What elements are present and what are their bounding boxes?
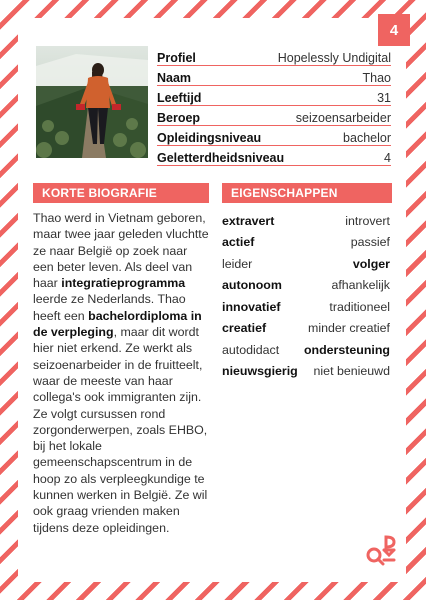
profile-value: seizoensarbeider: [295, 111, 391, 125]
trait-left: creatief: [222, 321, 267, 336]
traits-heading: EIGENSCHAPPEN: [222, 183, 392, 203]
profile-label: Naam: [157, 71, 192, 85]
profile-value: Thao: [362, 71, 391, 85]
trait-left: leider: [222, 256, 253, 271]
bio-part: Thao werd in Vietnam geboren, maar twee jaar geleden vluchtte ze naar België op zoek naar een beter leven. Als deel van haar: [33, 211, 209, 291]
profile-value: 4: [384, 151, 391, 165]
profile-value: Hopelessly Undigital: [277, 51, 391, 65]
profile-row: [157, 66, 391, 86]
profile-label: Leeftijd: [157, 91, 202, 105]
persona-photo: [36, 46, 148, 158]
profile-value: 31: [377, 91, 391, 105]
trait-right: ondersteuning: [303, 342, 390, 357]
trait-right: traditioneel: [329, 299, 390, 314]
trait-row: [222, 339, 390, 361]
trait-left: innovatief: [222, 299, 281, 314]
trait-row: [222, 361, 390, 383]
trait-left: actief: [222, 235, 255, 250]
profile-row: [157, 126, 391, 146]
trait-left: autonoom: [222, 278, 282, 293]
profile-table: [157, 46, 391, 166]
profile-row: [157, 86, 391, 106]
trait-right: passief: [350, 235, 390, 250]
trait-left: nieuwsgierig: [222, 364, 298, 379]
trait-right: introvert: [345, 213, 390, 228]
trait-left: extravert: [222, 213, 275, 228]
trait-row: [222, 296, 390, 318]
profile-label: Geletterdheidsniveau: [157, 151, 285, 165]
trait-row: [222, 275, 390, 297]
trait-row: [222, 210, 390, 232]
biography-text: [33, 210, 209, 536]
profile-row: [157, 46, 391, 66]
bio-highlight: integratieprogramma: [61, 276, 186, 291]
trait-row: [222, 253, 390, 275]
trait-right: afhankelijk: [331, 278, 390, 293]
trait-right: minder creatief: [308, 321, 390, 336]
bio-highlight: bachelordiploma in de verpleging: [33, 308, 202, 340]
profile-label: Profiel: [157, 51, 196, 65]
dmq-logo: [364, 534, 398, 568]
profile-label: Beroep: [157, 111, 201, 125]
traits-list: [222, 210, 390, 382]
trait-row: [222, 232, 390, 254]
trait-row: [222, 318, 390, 340]
page-number-badge: 4: [378, 14, 410, 46]
profile-value: bachelor: [343, 131, 391, 145]
trait-right: niet benieuwd: [313, 364, 390, 379]
bio-part: , maar dit wordt hier niet erkend. Ze werkt als seizoenarbeider in de fruitteelt, waar de meeste van haar collega's ook immigranten zijn. Ze volgt cursussen rond zorgonderwerpen, zoals EHBO, bij het lokale gemeenschapscentrum in de hoop zo als verpleegkundige te kunnen werken in België. Ze wil ook graag vrienden maken tijdens deze opleidingen.: [33, 325, 208, 535]
bio-part: leerde ze Nederlands. Thao heeft een: [33, 292, 186, 323]
profile-label: Opleidingsniveau: [157, 131, 262, 145]
profile-row: [157, 146, 391, 166]
profile-row: [157, 106, 391, 126]
trait-left: autodidact: [222, 342, 280, 357]
trait-right: volger: [352, 256, 390, 271]
biography-heading: KORTE BIOGRAFIE: [33, 183, 209, 203]
